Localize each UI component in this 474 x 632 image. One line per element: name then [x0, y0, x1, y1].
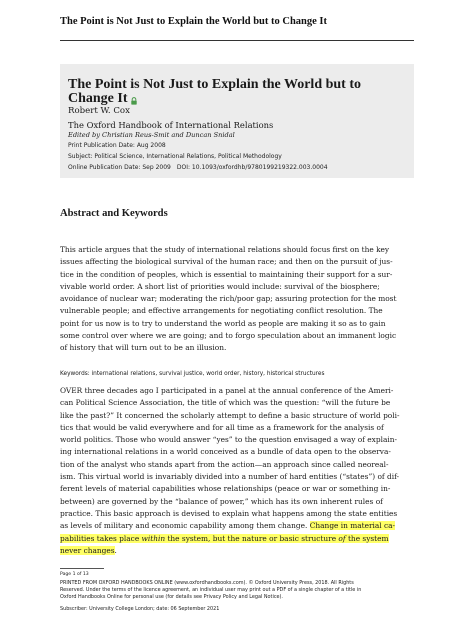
body-line: ism. This virtual world is invariably divided into a number of hard entities (“states”) of dif- — [60, 472, 400, 482]
body-line: OVER three decades ago I participated in a panel at the annual conference of the Ameri- — [60, 386, 394, 395]
highlight-emphasis: of — [338, 533, 346, 543]
body-line-text: as levels of military and economic capability among them change. — [60, 521, 310, 531]
page-number: Page 1 of 13 — [60, 572, 89, 577]
copyright-line: Reserved. Under the terms of the licence agreement, an individual user may print out a PDF of a single chapter of a title in — [60, 587, 362, 594]
copyright-line: Oxford Handbooks Online for personal use (for details see Privacy Policy and Legal Notice). — [60, 594, 283, 601]
body-line: world politics. Those who would answer “yes” to the question envisaged a way of explain- — [60, 435, 397, 445]
copyright-line: PRINTED FROM OXFORD HANDBOOKS ONLINE (www.oxfordhandbooks.com). © Oxford University Press, 2018. All Rights — [60, 580, 354, 586]
body-line: ferent levels of material capabilities whose relationships (peace or war or something in- — [60, 484, 391, 494]
abstract-line: avoidance of nuclear war; moderating the rich/poor gap; assuring protection for the most — [60, 294, 397, 304]
lock-icon — [131, 95, 137, 102]
online-publication-line — [68, 164, 328, 171]
running-head: The Point is Not Just to Explain the World but to Change It — [60, 16, 328, 27]
editors-line: Edited by Christian Reus-Smit and Duncan Snidal — [68, 131, 235, 139]
abstract-paragraph — [60, 244, 420, 355]
doi-link[interactable]: DOI: 10.1093/oxfordhb/9780199219322.003.0004 — [176, 164, 328, 171]
body-line: ing international relations in a world conceived as a bundle of data open to the observa- — [60, 447, 391, 457]
body-line: tics that would be valid everywhere and for all time as a framework for the analysis of — [60, 422, 384, 432]
highlighted-text[interactable]: never changes — [60, 545, 115, 555]
body-line: practice. This basic approach is devised to explain what happens among the state entities — [60, 508, 398, 518]
subscriber-line: Subscriber: University College London; date: 06 September 2021 — [60, 606, 220, 612]
highlight-emphasis: within — [141, 533, 166, 543]
abstract-line: vulnerable people; and effective arrangements for negotiating conflict resolution. The — [60, 306, 383, 316]
article-title — [68, 78, 388, 106]
book-title: The Oxford Handbook of International Relations — [68, 120, 274, 130]
body-line: like the past?” It concerned the scholarly attempt to define a basic structure of world poli- — [60, 410, 400, 420]
body-line: tion of the analyst who stands apart from the action—an approach since called neoreal- — [60, 459, 389, 469]
abstract-line: some control over where we are going; and to forgo speculation about an immanent logic — [60, 331, 397, 341]
subject-line: Subject: Political Science, International Relations, Political Methodology — [68, 153, 282, 160]
abstract-line: of history that will turn out to be an illusion. — [60, 343, 227, 353]
copyright-notice — [60, 580, 420, 602]
body-line — [60, 520, 420, 532]
abstract-heading: Abstract and Keywords — [60, 208, 168, 219]
header-divider — [60, 40, 414, 41]
abstract-line: point for us now is to try to understand the world as people are making it so as to gain — [60, 318, 386, 328]
body-paragraph — [60, 385, 420, 557]
body-line: can Political Science Association, the title of which was the question: “will the future be — [60, 398, 391, 408]
author-name: Robert W. Cox — [68, 106, 130, 116]
article-title-line-1: The Point is Not Just to Explain the World but to — [68, 77, 362, 92]
abstract-line: vivable world order. A short list of priorities would include: survival of the biosphere; — [60, 281, 380, 291]
abstract-line: tice in the condition of peoples, which is essential to maintaining their support for a sur- — [60, 269, 393, 279]
keywords-line: Keywords: international relations, survival justice, world order, history, historical structures — [60, 371, 325, 377]
sentence-end: . — [114, 545, 117, 555]
body-line — [60, 545, 420, 557]
abstract-line: This article argues that the study of international relations should focus first on the key — [60, 245, 390, 254]
online-publication-date: Online Publication Date: Sep 2009 — [68, 164, 171, 171]
body-line — [60, 533, 420, 545]
highlight-segment: the system, but the nature or basic structure — [165, 533, 339, 543]
abstract-line: issues affecting the biological survival of the human race; and then on the pursuit of jus- — [60, 257, 393, 267]
article-title-line-2: Change It — [68, 91, 128, 106]
body-line: between) are governed by the “balance of power,” which has its own inherent rules of — [60, 496, 383, 506]
footer-divider — [60, 568, 104, 569]
highlight-segment: pabilities takes place — [60, 533, 142, 543]
highlight-segment: the system — [345, 533, 389, 543]
highlighted-text[interactable] — [60, 534, 389, 543]
print-publication-date: Print Publication Date: Aug 2008 — [68, 142, 166, 149]
highlighted-text[interactable]: Change in material ca- — [309, 521, 396, 531]
